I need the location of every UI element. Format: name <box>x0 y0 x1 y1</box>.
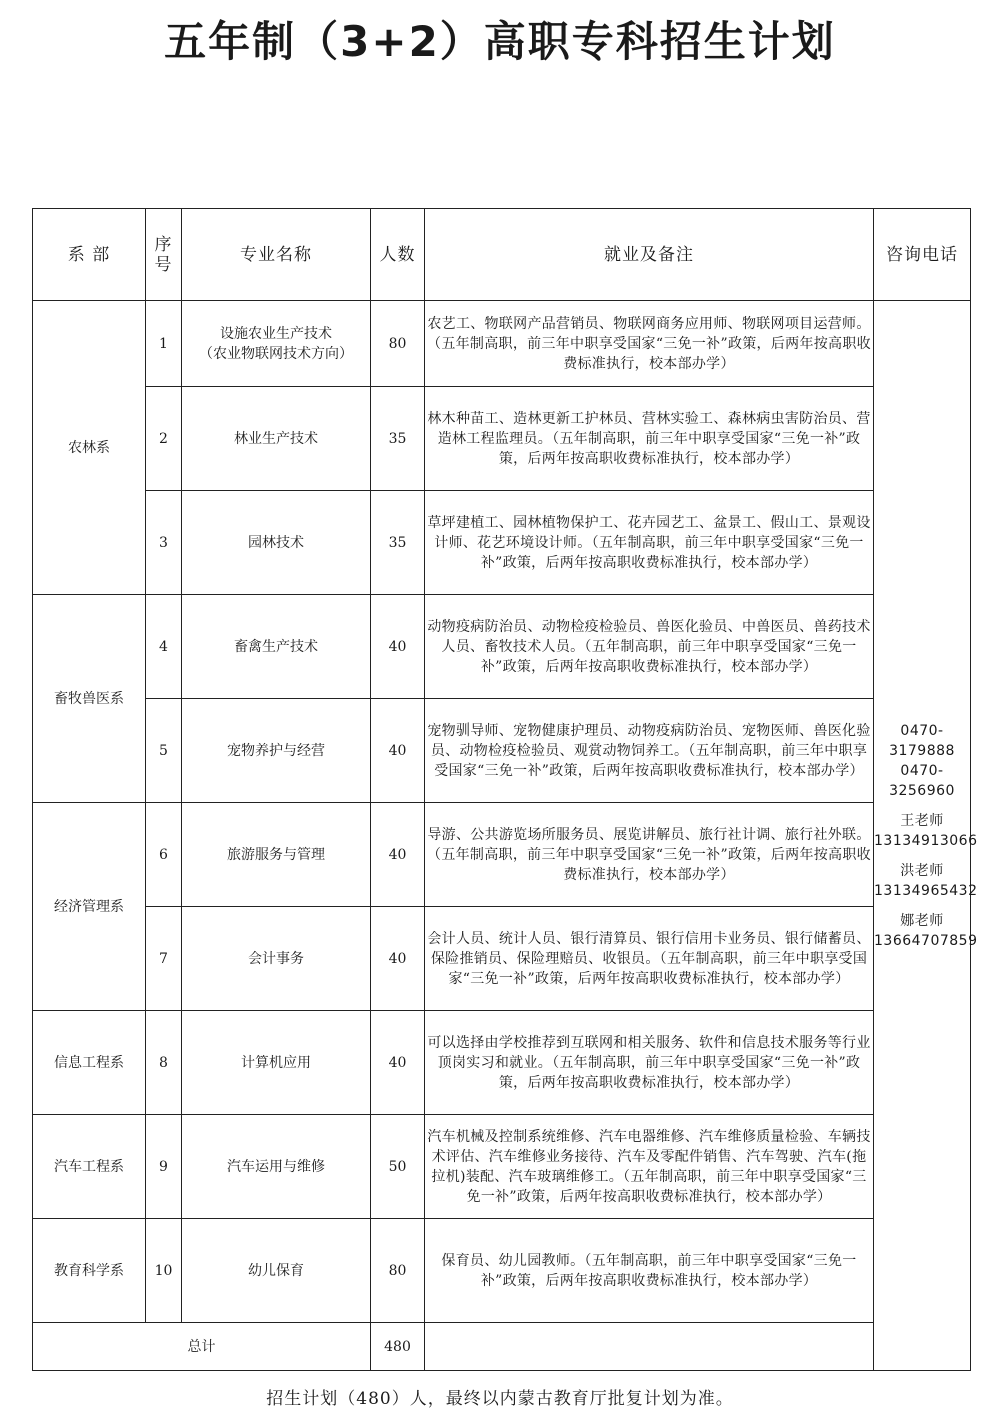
sequence-cell: 7 <box>146 907 182 1011</box>
count-cell: 40 <box>371 699 425 803</box>
count-cell: 40 <box>371 907 425 1011</box>
major-name-cell: 幼儿保育 <box>182 1219 371 1323</box>
sequence-cell: 2 <box>146 387 182 491</box>
total-row <box>33 1323 971 1371</box>
count-cell: 80 <box>371 1219 425 1323</box>
major-name-line-1: 设施农业生产技术 <box>220 325 332 342</box>
table-row <box>33 1219 971 1323</box>
major-name-cell: 会计事务 <box>182 907 371 1011</box>
header-sequence <box>146 209 182 301</box>
header-notes: 就业及备注 <box>425 209 874 301</box>
header-sequence-line-2: 号 <box>154 254 173 275</box>
contact-teacher-1: 王老师 <box>900 812 944 829</box>
table-header-row <box>33 209 971 301</box>
total-notes-empty <box>425 1323 874 1371</box>
department-cell: 汽车工程系 <box>33 1115 146 1219</box>
contact-phone-2: 0470-3256960 <box>889 762 955 799</box>
notes-cell: 林木种苗工、造林更新工护林员、营林实验工、森林病虫害防治员、营造林工程监理员。（五年制高职，前三年中职享受国家“三免一补”政策，后两年按高职收费标准执行，校本部办学） <box>425 387 874 491</box>
major-name-cell: 畜禽生产技术 <box>182 595 371 699</box>
major-name-cell <box>182 301 371 387</box>
header-count: 人数 <box>371 209 425 301</box>
notes-cell: 导游、公共游览场所服务员、展览讲解员、旅行社计调、旅行社外联。（五年制高职，前三年中职享受国家“三免一补”政策，后两年按高职收费标准执行，校本部办学） <box>425 803 874 907</box>
major-name-line-2: （农业物联网技术方向） <box>199 345 353 362</box>
major-name-cell: 计算机应用 <box>182 1011 371 1115</box>
count-cell: 40 <box>371 595 425 699</box>
contact-teacher-3-phone: 13664707859 <box>874 932 978 949</box>
table-row <box>33 595 971 699</box>
sequence-cell: 8 <box>146 1011 182 1115</box>
notes-cell: 草坪建植工、园林植物保护工、花卉园艺工、盆景工、假山工、景观设计师、花艺环境设计师。（五年制高职，前三年中职享受国家“三免一补”政策，后两年按高职收费标准执行，校本部办学） <box>425 491 874 595</box>
department-cell: 信息工程系 <box>33 1011 146 1115</box>
department-cell: 畜牧兽医系 <box>33 595 146 803</box>
contact-teacher-2: 洪老师 <box>900 862 944 879</box>
count-cell: 40 <box>371 1011 425 1115</box>
sequence-cell: 10 <box>146 1219 182 1323</box>
department-cell: 教育科学系 <box>33 1219 146 1323</box>
notes-cell: 汽车机械及控制系统维修、汽车电器维修、汽车维修质量检验、车辆技术评估、汽车维修业务接待、汽车及零配件销售、汽车驾驶、汽车(拖拉机)装配、汽车玻璃维修工。（五年制高职，前三年中职享受国家“三免一补”政策，后两年按高职收费标准执行，校本部办学） <box>425 1115 874 1219</box>
major-name-cell: 宠物养护与经营 <box>182 699 371 803</box>
count-cell: 40 <box>371 803 425 907</box>
notes-cell: 可以选择由学校推荐到互联网和相关服务、软件和信息技术服务等行业顶岗实习和就业。（五年制高职，前三年中职享受国家“三免一补”政策，后两年按高职收费标准执行，校本部办学） <box>425 1011 874 1115</box>
total-label: 总计 <box>33 1323 371 1371</box>
contact-teacher-2-phone: 13134965432 <box>874 882 978 899</box>
sequence-cell: 4 <box>146 595 182 699</box>
contact-phone-1: 0470-3179888 <box>889 722 955 759</box>
contact-cell <box>874 301 978 1371</box>
table-row <box>33 699 971 803</box>
total-count: 480 <box>371 1323 425 1371</box>
notes-cell: 农艺工、物联网产品营销员、物联网商务应用师、物联网项目运营师。（五年制高职，前三年中职享受国家“三免一补”政策，后两年按高职收费标准执行，校本部办学） <box>425 301 874 387</box>
count-cell: 50 <box>371 1115 425 1219</box>
table-row <box>33 907 971 1011</box>
notes-cell: 会计人员、统计人员、银行清算员、银行信用卡业务员、银行储蓄员、保险推销员、保险理赔员、收银员。（五年制高职，前三年中职享受国家“三免一补”政策，后两年按高职收费标准执行，校本部办学） <box>425 907 874 1011</box>
header-major-name: 专业名称 <box>182 209 371 301</box>
table-row <box>33 1115 971 1219</box>
header-sequence-line-1: 序 <box>154 234 173 255</box>
footer-note: 招生计划（480）人，最终以内蒙古教育厅批复计划为准。 <box>266 1389 734 1409</box>
notes-cell: 动物疫病防治员、动物检疫检验员、兽医化验员、中兽医员、兽药技术人员、畜牧技术人员。（五年制高职，前三年中职享受国家“三免一补”政策，后两年按高职收费标准执行，校本部办学） <box>425 595 874 699</box>
table-row <box>33 803 971 907</box>
table-row <box>33 387 971 491</box>
major-name-cell: 汽车运用与维修 <box>182 1115 371 1219</box>
notes-cell: 宠物驯导师、宠物健康护理员、动物疫病防治员、宠物医师、兽医化验员、动物检疫检验员、观赏动物饲养工。（五年制高职，前三年中职享受国家“三免一补”政策，后两年按高职收费标准执行，校本部办学） <box>425 699 874 803</box>
header-department: 系 部 <box>33 209 146 301</box>
sequence-cell: 1 <box>146 301 182 387</box>
count-cell: 35 <box>371 387 425 491</box>
count-cell: 35 <box>371 491 425 595</box>
header-phone: 咨询电话 <box>874 209 971 301</box>
sequence-cell: 9 <box>146 1115 182 1219</box>
enrollment-plan-table <box>32 208 978 1371</box>
table-row <box>33 1011 971 1115</box>
major-name-cell: 园林技术 <box>182 491 371 595</box>
table-row <box>33 301 971 387</box>
table-row <box>33 491 971 595</box>
department-cell: 农林系 <box>33 301 146 595</box>
major-name-cell: 林业生产技术 <box>182 387 371 491</box>
contact-teacher-1-phone: 13134913066 <box>874 832 978 849</box>
contact-teacher-3: 娜老师 <box>900 912 944 929</box>
count-cell: 80 <box>371 301 425 387</box>
sequence-cell: 3 <box>146 491 182 595</box>
sequence-cell: 6 <box>146 803 182 907</box>
major-name-cell: 旅游服务与管理 <box>182 803 371 907</box>
notes-cell: 保育员、幼儿园教师。（五年制高职，前三年中职享受国家“三免一补”政策，后两年按高职收费标准执行，校本部办学） <box>425 1219 874 1323</box>
sequence-cell: 5 <box>146 699 182 803</box>
page-title: 五年制（3+2）高职专科招生计划 <box>164 17 836 66</box>
department-cell: 经济管理系 <box>33 803 146 1011</box>
